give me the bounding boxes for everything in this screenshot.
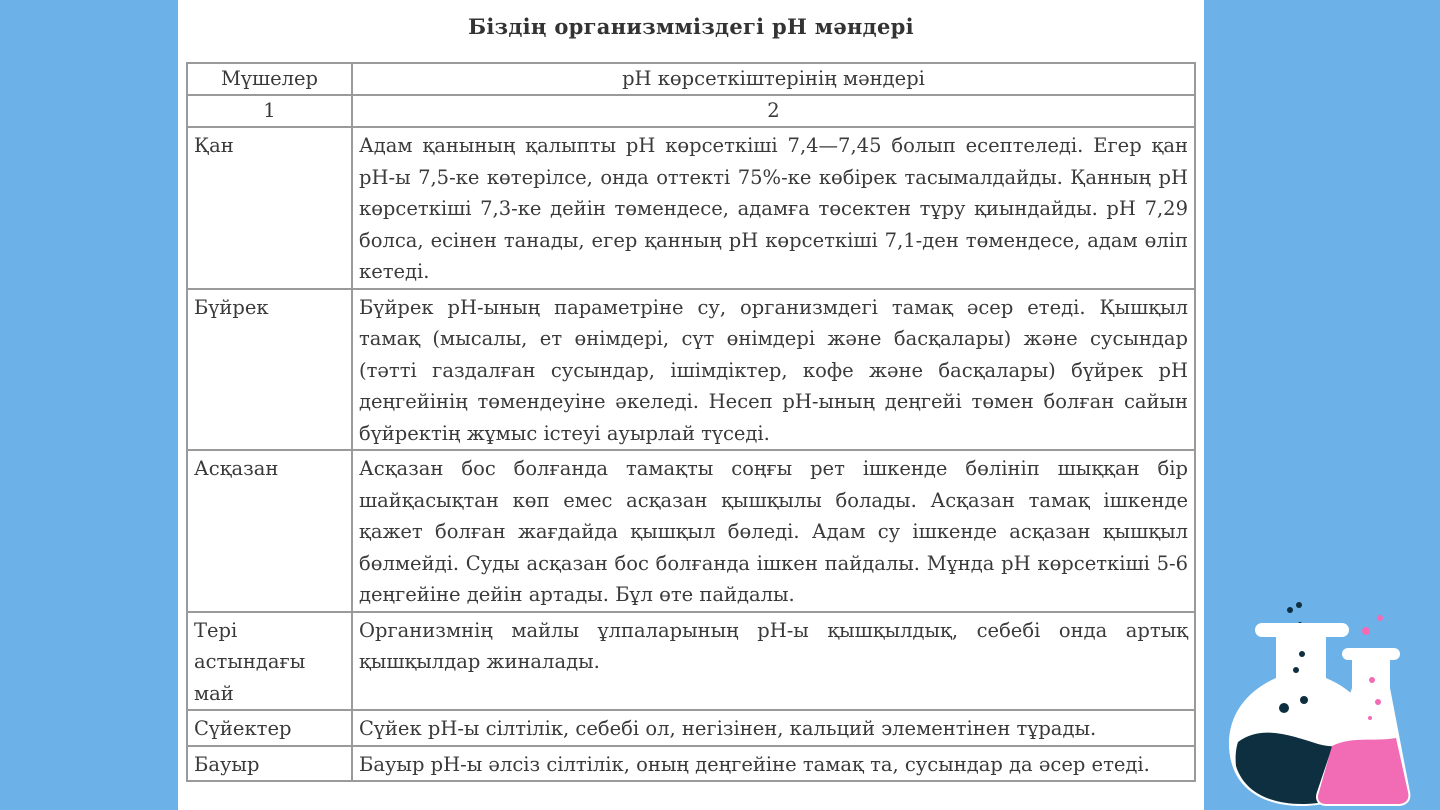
column-number-2: 2 bbox=[352, 95, 1195, 127]
organ-cell: Тері астындағы май bbox=[187, 612, 352, 711]
description-cell: Бүйрек pH-ының параметріне су, организмдегі тамақ әсер етеді. Қышқыл тамақ (мысалы, ет өнімдері, сүт өнімдері және басқалары) және сусындар (тәтті газдалған сусындар, ішімдіктер, кофе және басқалары) бүйрек pH деңгейінің төмендеуіне әкеледі. Несеп pH-ының деңгейі төмен болған сайын бүйректің жұмыс істеуі ауырлай түседі. bbox=[352, 289, 1195, 451]
header-organs: Мүшелер bbox=[187, 63, 352, 95]
organ-cell: Бүйрек bbox=[187, 289, 352, 451]
document-page bbox=[178, 0, 1204, 810]
chemistry-flasks-icon bbox=[1222, 596, 1412, 808]
description-cell: Асқазан бос болғанда тамақты соңғы рет ішкенде бөлініп шыққан бір шайқасықтан көп емес асқазан қышқылы болады. Асқазан тамақ ішкенде қажет болған жағдайда қышқыл бөледі. Адам су ішкенде асқазан қышқыл бөлмейді. Суды асқазан бос болғанда ішкен пайдалы. Мұнда pH көрсеткіші 5-6 деңгейіне дейін артады. Бұл өте пайдалы. bbox=[352, 450, 1195, 612]
description-cell: Бауыр pH-ы әлсіз сілтілік, оның деңгейіне тамақ та, сусындар да әсер етеді. bbox=[352, 746, 1195, 782]
organ-cell: Сүйектер bbox=[187, 710, 352, 746]
table-row bbox=[187, 710, 1195, 746]
description-cell: Адам қанының қалыпты pH көрсеткіші 7,4—7,45 болып есептеледі. Егер қан pH-ы 7,5-ке көтерілсе, онда оттекті 75%-ке көбірек тасымалдайды. Қанның pH көрсеткіші 7,3-ке дейін төмендесе, адамға төсектен тұру қиындайды. pH 7,29 болса, есінен танады, егер қанның pH көрсеткіші 7,1-ден төмендесе, адам өліп кетеді. bbox=[352, 127, 1195, 289]
description-cell: Сүйек pH-ы сілтілік, себебі ол, негізінен, кальций элементінен тұрады. bbox=[352, 710, 1195, 746]
table-row bbox=[187, 612, 1195, 711]
header-ph-values: pH көрсеткіштерінің мәндері bbox=[352, 63, 1195, 95]
table-row bbox=[187, 289, 1195, 451]
organ-cell: Қан bbox=[187, 127, 352, 289]
table-row bbox=[187, 127, 1195, 289]
table-numbering-row bbox=[187, 95, 1195, 127]
page-title: Біздің организмміздегі pH мәндері bbox=[468, 14, 914, 39]
organ-cell: Асқазан bbox=[187, 450, 352, 612]
table-header-row bbox=[187, 63, 1195, 95]
description-cell: Организмнің майлы ұлпаларының pH-ы қышқылдық, себебі онда артық қышқылдар жиналады. bbox=[352, 612, 1195, 711]
ph-table bbox=[186, 62, 1196, 782]
column-number-1: 1 bbox=[187, 95, 352, 127]
table-row bbox=[187, 746, 1195, 782]
table-row bbox=[187, 450, 1195, 612]
organ-cell: Бауыр bbox=[187, 746, 352, 782]
